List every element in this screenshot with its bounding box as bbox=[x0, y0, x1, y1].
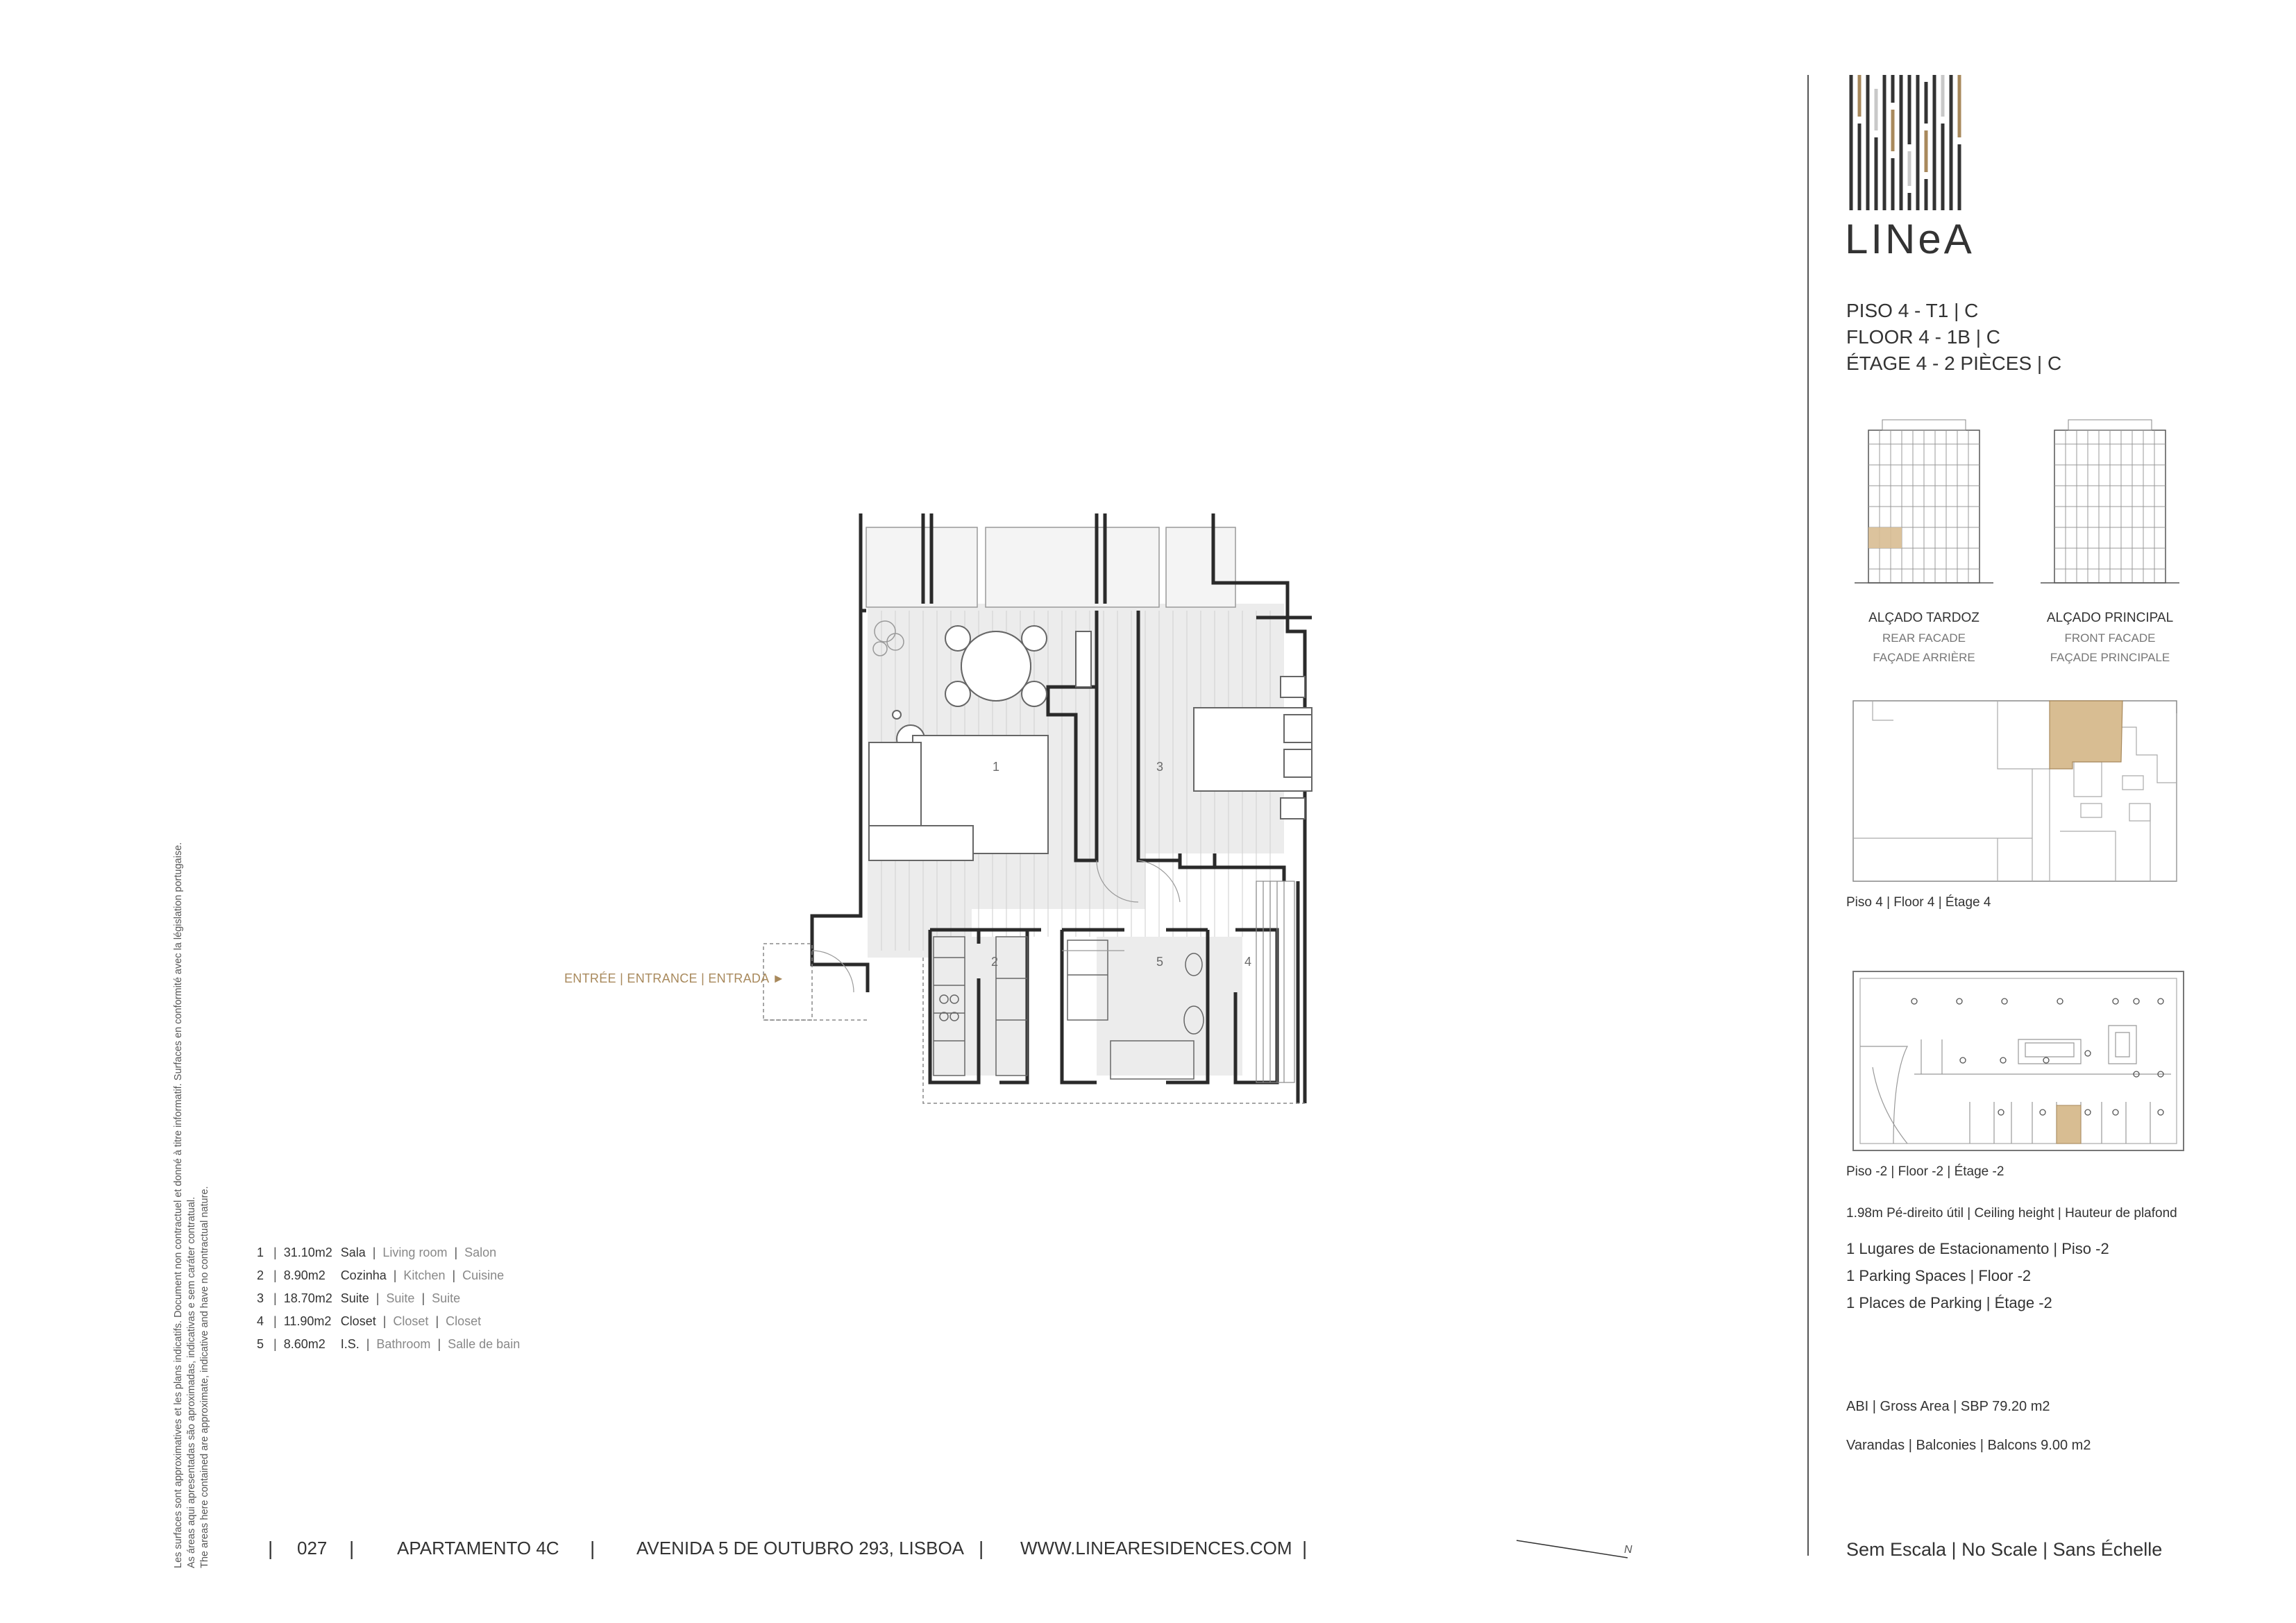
legend-pt: Closet bbox=[340, 1314, 376, 1328]
legend-en: Kitchen bbox=[403, 1268, 446, 1282]
front-facade-label-fr: FAÇADE PRINCIPALE bbox=[2050, 651, 2170, 664]
floor-plan bbox=[750, 507, 1340, 1131]
front-facade-label-en: FRONT FACADE bbox=[2064, 631, 2156, 645]
disclaimer-pt: As áreas aqui apresentadas são aproximadas, indicativas e sem caráter contratual. bbox=[186, 1196, 197, 1568]
legend-area: 8.60m2 bbox=[283, 1337, 326, 1351]
legend-fr: Suite bbox=[432, 1291, 461, 1305]
legend-pt: Cozinha bbox=[340, 1268, 387, 1282]
disclaimer-en: The areas here contained are approximate, indicative and have no contractual nature. bbox=[199, 1186, 210, 1568]
legend-area: 8.90m2 bbox=[283, 1268, 326, 1282]
legend-num: 4 bbox=[257, 1314, 264, 1328]
apartment-name: APARTAMENTO 4C bbox=[397, 1538, 559, 1558]
parking-count-en: 1 Parking Spaces | Floor -2 bbox=[1846, 1267, 2032, 1284]
floor-key-plan bbox=[1852, 699, 2199, 887]
room-4-number: 4 bbox=[1244, 955, 1252, 969]
rear-facade-label-fr: FAÇADE ARRIÈRE bbox=[1873, 651, 1975, 664]
unit-title-en: FLOOR 4 - 1B | C bbox=[1846, 326, 2000, 348]
linea-logo-mark bbox=[1849, 75, 1967, 214]
legend-fr: Closet bbox=[446, 1314, 482, 1328]
legend-num: 2 bbox=[257, 1268, 264, 1282]
legend-row: 5 | 8.60m2 I.S. | Bathroom | Salle de bain bbox=[257, 1337, 521, 1351]
footer-divider: | bbox=[1302, 1538, 1308, 1559]
page-number: 027 bbox=[297, 1538, 328, 1558]
legend-row: 4 | 11.90m2 Closet | Closet | Closet bbox=[257, 1314, 482, 1328]
parking-count-fr: 1 Places de Parking | Étage -2 bbox=[1846, 1294, 2052, 1311]
front-facade-label: ALÇADO PRINCIPAL bbox=[2046, 611, 2174, 625]
legend-fr: Cuisine bbox=[462, 1268, 505, 1282]
unit-title-fr: ÉTAGE 4 - 2 PIÈCES | C bbox=[1846, 352, 2062, 374]
disclaimer-fr: Les surfaces sont approximatives et les plans indicatifs. Document non contractuel et donné à titre informatif. Surfaces en conformité avec la législation portugaise. bbox=[173, 842, 184, 1568]
legend-area: 18.70m2 bbox=[283, 1291, 332, 1305]
legend-pt: Suite bbox=[340, 1291, 369, 1305]
legend-en: Living room bbox=[382, 1246, 448, 1259]
footer-divider: | bbox=[590, 1538, 596, 1559]
legend-en: Suite bbox=[386, 1291, 415, 1305]
website-link[interactable]: WWW.LINEARESIDENCES.COM bbox=[1020, 1538, 1292, 1558]
legend-pt: Sala bbox=[340, 1246, 366, 1259]
legend-en: Bathroom bbox=[376, 1337, 431, 1351]
legend-fr: Salle de bain bbox=[448, 1337, 521, 1351]
footer-divider: | bbox=[268, 1538, 273, 1559]
rear-facade-drawing bbox=[1855, 416, 1993, 590]
legend-pt: I.S. bbox=[340, 1337, 360, 1351]
legend-num: 3 bbox=[257, 1291, 264, 1305]
address: AVENIDA 5 DE OUTUBRO 293, LISBOA bbox=[636, 1538, 965, 1558]
entrance-label: ENTRÉE | ENTRANCE | ENTRADA ► bbox=[564, 971, 785, 985]
legend-fr: Salon bbox=[464, 1246, 497, 1259]
parking-count-pt: 1 Lugares de Estacionamento | Piso -2 bbox=[1846, 1240, 2109, 1257]
legend-num: 1 bbox=[257, 1246, 264, 1259]
disclaimer bbox=[172, 736, 212, 1568]
balcony-area: Varandas | Balconies | Balcons 9.00 m2 bbox=[1846, 1438, 2091, 1453]
rear-facade-label-en: REAR FACADE bbox=[1882, 631, 1966, 645]
legend-area: 31.10m2 bbox=[283, 1246, 332, 1259]
legend-area: 11.90m2 bbox=[283, 1314, 332, 1328]
legend-row: 1 | 31.10m2 Sala | Living room | Salon bbox=[257, 1246, 497, 1259]
footer-divider: | bbox=[349, 1538, 355, 1559]
room-1-number: 1 bbox=[993, 760, 1000, 774]
rear-facade-label: ALÇADO TARDOZ bbox=[1868, 611, 1980, 625]
legend-num: 5 bbox=[257, 1337, 264, 1351]
north-label: N bbox=[1624, 1544, 1632, 1556]
room-5-number: 5 bbox=[1156, 955, 1164, 969]
legend-row: 3 | 18.70m2 Suite | Suite | Suite bbox=[257, 1291, 461, 1305]
unit-title-pt: PISO 4 - T1 | C bbox=[1846, 300, 1979, 321]
linea-logo-text: LINeA bbox=[1845, 216, 1975, 262]
ceiling-height: 1.98m Pé-direito útil | Ceiling height | Hauteur de plafond bbox=[1846, 1206, 2177, 1221]
legend-en: Closet bbox=[393, 1314, 429, 1328]
parking-key-label: Piso -2 | Floor -2 | Étage -2 bbox=[1846, 1164, 2004, 1179]
parking-key-plan bbox=[1852, 970, 2199, 1157]
footer-divider: | bbox=[979, 1538, 984, 1559]
gross-area: ABI | Gross Area | SBP 79.20 m2 bbox=[1846, 1399, 2050, 1414]
north-arrow bbox=[1513, 1533, 1638, 1568]
floor-key-label: Piso 4 | Floor 4 | Étage 4 bbox=[1846, 895, 1991, 910]
legend-row: 2 | 8.90m2 Cozinha | Kitchen | Cuisine bbox=[257, 1268, 505, 1282]
room-2-number: 2 bbox=[991, 955, 999, 969]
sidebar-divider bbox=[1807, 75, 1809, 1556]
scale-note: Sem Escala | No Scale | Sans Échelle bbox=[1846, 1539, 2163, 1560]
front-facade-drawing bbox=[2041, 416, 2179, 590]
sofa bbox=[869, 736, 1048, 860]
room-3-number: 3 bbox=[1156, 760, 1164, 774]
